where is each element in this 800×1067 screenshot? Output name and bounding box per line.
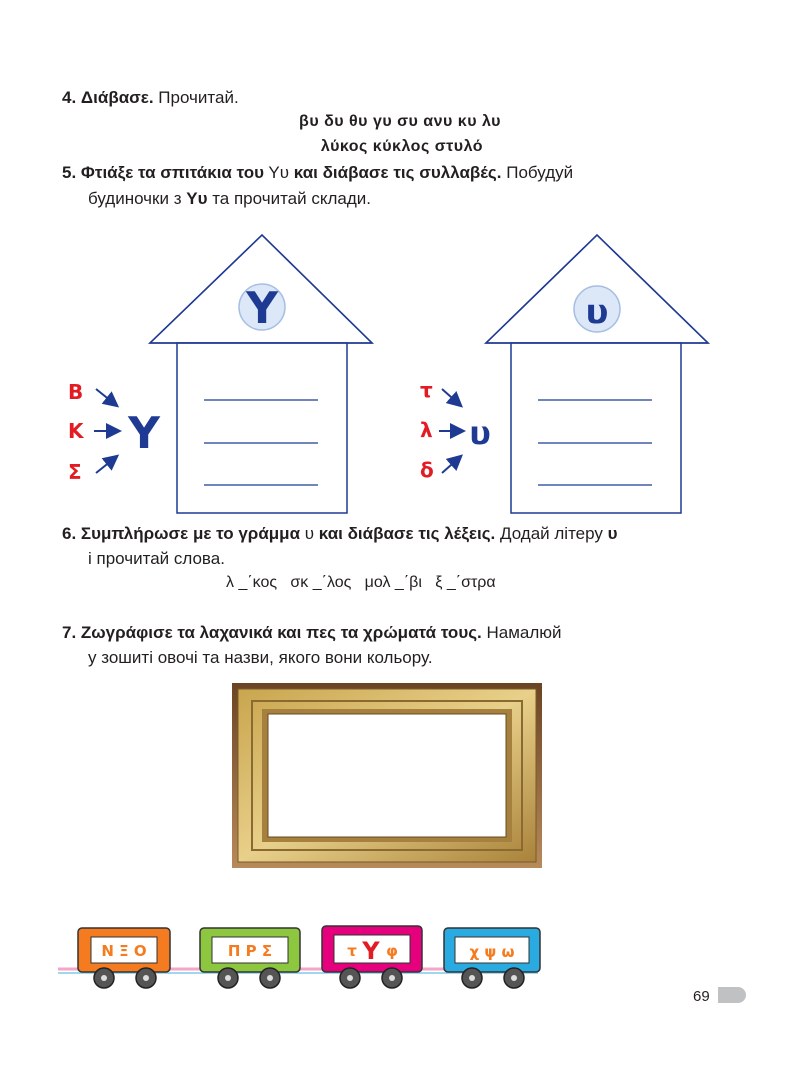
task-7-heading [62, 621, 762, 645]
task-5-title-b: και διάβασε τις συλλαβές. [293, 163, 502, 182]
train-car-3 [322, 926, 422, 988]
center-letter-left: Υ [128, 408, 160, 459]
car-2-label: Π Ρ Σ [227, 942, 273, 960]
picture-frame-image [232, 683, 542, 868]
task-7-title: Ζωγράφισε τα λαχανικά και πες τα χρώματά τους. [80, 623, 482, 642]
task-6-title-letter: υ [304, 524, 315, 543]
house-right [420, 235, 708, 513]
task-4-title: Διάβασε. [80, 88, 154, 107]
task-5-translation-a: Побудуй [506, 163, 574, 182]
task-6-title-a: Συμπλήρωσε με το γράμμα [80, 524, 301, 543]
task-6-translation-b: і прочитай слова. [88, 549, 225, 568]
arrow-icon [442, 457, 460, 473]
task-7-number: 7. [62, 623, 77, 642]
task-5-title-a: Φτιάξε τα σπιτάκια του [80, 163, 264, 182]
task-5-translation-b: будиночки з [88, 189, 182, 208]
task-6-translation-letter: υ [607, 524, 618, 543]
train-car-2 [200, 928, 300, 988]
page-tab-marker [718, 987, 746, 1003]
arrow-icon [442, 389, 460, 405]
task-4-syllables: βυ δυ θυ γυ συ ανυ κυ λυ [299, 113, 501, 130]
train-illustration [58, 920, 558, 1000]
arrow-icon [96, 389, 116, 405]
roof-letter-right: υ [585, 292, 609, 332]
task-7-translation-a: Намалюй [486, 623, 562, 642]
car-1-label: Ν Ξ Ο [101, 942, 147, 960]
task-5-translation [88, 187, 371, 211]
task-5-heading [62, 161, 742, 185]
task-4-number: 4. [62, 88, 77, 107]
task-6-gaps: λ _΄κος σκ _΄λος μολ _΄βι ξ _΄στρα [226, 574, 496, 591]
roof-letter-left: Υ [246, 283, 278, 334]
arrow-icon [96, 457, 116, 473]
task-5-translation-c: та прочитай склади. [212, 189, 371, 208]
arrow-letter-right-1: τ [420, 378, 433, 402]
task-5-number: 5. [62, 163, 77, 182]
task-4-words: λύκος κύκλος στυλό [320, 138, 484, 155]
car-3-label-b: φ [386, 942, 398, 960]
task-5-title-letter: Υυ [268, 163, 290, 182]
task-6-title-b: και διάβασε τις λέξεις. [318, 524, 496, 543]
train-car-1 [78, 928, 170, 988]
task-7-translation-b: у зошиті овочі та назви, якого вони кольору. [88, 648, 433, 667]
arrow-letter-left-3: Σ [68, 460, 82, 484]
car-3-label-a: τ [347, 942, 357, 960]
task-4-translation: Прочитай. [158, 88, 239, 107]
arrow-letter-right-2: λ [420, 418, 433, 442]
train-car-4 [444, 928, 540, 988]
arrow-letter-right-3: δ [420, 458, 434, 482]
task-4-heading [62, 86, 239, 110]
task-6-heading [62, 522, 762, 546]
arrow-letter-left-2: Κ [68, 419, 84, 443]
task-5-translation-letter: Υυ [186, 189, 208, 208]
task-6-number: 6. [62, 524, 77, 543]
car-3-label-big: Υ [362, 937, 380, 965]
houses-illustration [0, 225, 800, 525]
house-left [68, 235, 372, 513]
center-letter-right: υ [469, 414, 491, 452]
arrow-letter-left-1: Β [68, 380, 84, 404]
task-6-translation-a: Додай літеру [500, 524, 603, 543]
page-number: 69 [693, 988, 710, 1005]
car-4-label: χ ψ ω [469, 943, 515, 961]
